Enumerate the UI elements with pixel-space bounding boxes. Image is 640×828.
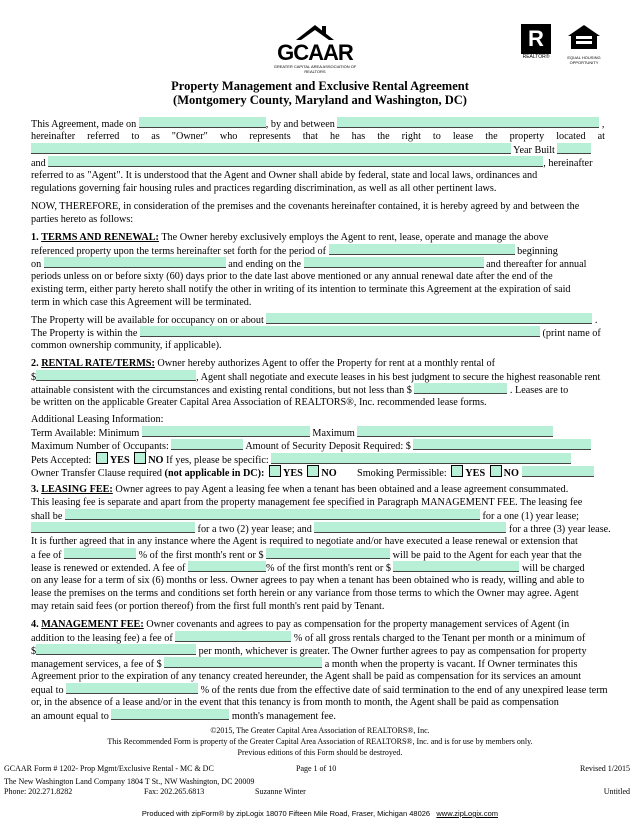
- s4-line-4: management services, a fee of $ a month when the property is vacant. If Owner terminates this: [31, 659, 578, 670]
- s1-line-6: term in which case this Agreement will be terminated.: [31, 297, 252, 308]
- s4-line-5: Agreement prior to the expiration of any tenancy created hereunder, the Agent shall be paid as compensation for its services an amount: [31, 671, 582, 682]
- occupancy-line-1: The Property will be available for occupancy on or about .: [31, 315, 598, 326]
- vacancy-fee-field[interactable]: [164, 657, 322, 668]
- additional-info-heading: Additional Leasing Information:: [31, 414, 164, 425]
- realtor-caption: REALTOR®: [522, 54, 550, 60]
- two-year-fee-field[interactable]: [31, 522, 195, 533]
- owner-name-field[interactable]: [337, 117, 599, 128]
- start-date-field[interactable]: [44, 257, 226, 268]
- intro-line-1: This Agreement, made on , by and between ,: [31, 119, 605, 130]
- s3-line-9: lease the premises on the terms and conditions set forth herein or any variance from those terms to which the Owner may agree. Agent: [31, 588, 579, 599]
- s4-heading: MANAGEMENT FEE:: [41, 619, 144, 630]
- notice-line-1: This Recommended Form is property of the Greater Capital Area Association of REALTORS®, Inc. and is for use by members only.: [107, 737, 533, 746]
- termination-percent-field[interactable]: [66, 683, 198, 694]
- document-subtitle: (Montgomery County, Maryland and Washington, DC): [173, 93, 467, 107]
- s2-line-4: be written on the applicable Greater Capital Area Association of REALTORS®, Inc. recommended lease forms.: [31, 397, 487, 408]
- logo-text: GCAAR: [277, 40, 353, 65]
- occupancy-line-3: common ownership community, if applicable).: [31, 340, 222, 351]
- form-id: GCAAR Form # 1202- Prop Mgmt/Exclusive Rental - MC & DC: [4, 764, 214, 773]
- smoking-no-checkbox[interactable]: [490, 465, 502, 477]
- company-address: The New Washington Land Company 1804 T St., NW Washington, DC 20009: [4, 777, 255, 786]
- property-address-field[interactable]: [31, 143, 511, 154]
- renewal-percent-field[interactable]: [64, 548, 136, 559]
- occupants-deposit-line: Maximum Number of Occupants: Amount of Security Deposit Required: $: [31, 439, 605, 453]
- s2-line-2: $ , Agent shall negotiate and execute leases in his best judgment to secure the highest reasonable rent: [31, 372, 601, 383]
- intro-line-6: regulations governing fair housing rules and practices regarding discrimination, as well as all other pertinent laws.: [31, 183, 497, 194]
- community-name-field[interactable]: [140, 326, 540, 337]
- equal-housing-logo: [562, 24, 606, 64]
- s3-heading: LEASING FEE:: [41, 484, 113, 495]
- s4-line-7: or, in the absence of a lease and/or in the event that this tenancy is from month to month, the Agent shall be paid as compensation: [31, 697, 559, 708]
- eho-caption-2: OPPORTUNITY: [569, 60, 599, 65]
- one-year-fee-field[interactable]: [65, 509, 480, 520]
- page-number: Page 1 of 10: [296, 764, 337, 773]
- s2-heading: RENTAL RATE/TERMS:: [41, 358, 155, 369]
- document-title: Property Management and Exclusive Rental Agreement: [171, 79, 469, 93]
- pets-line: Pets Accepted: YES NO If yes, please be specific:: [31, 452, 605, 467]
- smoking-yes-checkbox[interactable]: [451, 465, 463, 477]
- transfer-yes-checkbox[interactable]: [269, 465, 281, 477]
- s3-line-4: for a two (2) year lease; and for a three (3) year lease.: [31, 522, 605, 536]
- occupancy-line-2: The Property is within the (print name of: [31, 328, 601, 339]
- smoking-notes-field[interactable]: [522, 466, 594, 477]
- s1-line-1: 1. TERMS AND RENEWAL: The Owner hereby exclusively employs the Agent to rent, lease, operate and manage the above: [31, 232, 549, 243]
- transfer-no-checkbox[interactable]: [307, 465, 319, 477]
- pets-yes-checkbox[interactable]: [96, 452, 108, 464]
- occupancy-date-field[interactable]: [266, 313, 592, 324]
- now-therefore-line-2: parties hereto as follows:: [31, 214, 134, 225]
- s3-line-5: It is further agreed that in any instance where the Agent is required to negotiate and/or have executed a lease renewal or extension that: [31, 536, 578, 547]
- s1-line-2: referenced property upon the terms hereinafter set forth for the period of beginning: [31, 246, 558, 257]
- fax-number: Fax: 202.265.6813: [144, 787, 205, 796]
- copyright-line: ©2015, The Greater Capital Area Association of REALTORS®, Inc.: [210, 726, 430, 735]
- notice-line-2: Previous editions of this Form should be destroyed.: [237, 748, 403, 757]
- revised-date: Revised 1/2015: [580, 764, 630, 773]
- year-built-field[interactable]: [557, 143, 591, 154]
- term-maximum-field[interactable]: [357, 426, 553, 437]
- intro-line-2: hereinafter referred to as "Owner" who represents that he has the right to lease the property located at: [31, 131, 605, 142]
- realtor-logo: [518, 24, 554, 62]
- s3-line-6: a fee of % of the first month's rent or $ will be paid to the Agent for each year that the: [31, 550, 582, 561]
- s1-line-5: existing term, either party hereto shall notify the other in writing of its intention to terminate this Agreement at the expiration of said: [31, 284, 571, 295]
- minimum-monthly-fee-field[interactable]: [36, 644, 196, 655]
- eho-caption-1: EQUAL HOUSING: [567, 55, 601, 60]
- now-therefore-line-1: NOW, THEREFORE, in consideration of the premises and the covenants hereinafter contained, it is hereby agreed by and between the: [31, 201, 580, 212]
- phone-number: Phone: 202.271.8282: [4, 787, 73, 796]
- intro-line-3: Year Built: [31, 143, 605, 157]
- document-name: Untitled: [603, 787, 630, 796]
- s3-line-7: lease is renewed or extended. A fee of % of the first month's rent or $ will be charged: [31, 563, 585, 574]
- s3-line-10: may retain said fees (or portion thereof) from the first full month's rent paid by Tenant.: [31, 601, 385, 612]
- term-available-line: Term Available: Minimum Maximum: [31, 426, 605, 440]
- short-term-amount-field[interactable]: [393, 561, 519, 572]
- gcaar-logo: [270, 22, 360, 72]
- intro-line-4: and , hereinafter: [31, 158, 593, 169]
- equal-housing-icon: [567, 24, 601, 50]
- s1-heading: TERMS AND RENEWAL:: [41, 232, 159, 243]
- term-minimum-field[interactable]: [142, 426, 310, 437]
- s4-line-1: 4. MANAGEMENT FEE: Owner covenants and agrees to pay as compensation for the property management services of Agent (in: [31, 619, 570, 630]
- pets-specifics-field[interactable]: [271, 453, 571, 464]
- renewal-amount-field[interactable]: [266, 548, 390, 559]
- min-rent-field[interactable]: [414, 383, 507, 394]
- s4-line-8: an amount equal to month's management fee.: [31, 711, 336, 722]
- monthly-rent-field[interactable]: [36, 370, 196, 381]
- house-roof-icon: [292, 22, 338, 42]
- s4-line-3: $ per month, whichever is greater. The Owner further agrees to pay as compensation for property: [31, 646, 587, 657]
- produced-by-line: Produced with zipForm® by zipLogix 18070 Fifteen Mile Road, Fraser, Michigan 48026 www.zipLogix.com: [141, 809, 499, 818]
- s1-line-4: periods unless on or before sixty (60) days prior to the date last above mentioned or any annual renewal date after the end of the: [31, 271, 553, 282]
- max-occupants-field[interactable]: [171, 439, 243, 450]
- s4-line-2: addition to the leasing fee) a fee of % of all gross rentals charged to the Tenant per month or a minimum of: [31, 633, 586, 644]
- s4-line-6: equal to % of the rents due from the effective date of said termination to the end of any unexpired lease term: [31, 685, 608, 696]
- end-date-field[interactable]: [304, 257, 484, 268]
- s3-line-2: This leasing fee is separate and apart from the property management fee specified in Paragraph MANAGEMENT FEE. The leasing fee: [31, 497, 583, 508]
- pets-no-checkbox[interactable]: [134, 452, 146, 464]
- s2-line-3: attainable consistent with the circumstances and existing rental conditions, but not less than $ . Leases are to: [31, 385, 569, 396]
- s3-line-3: shall be for a one (1) year lease;: [31, 511, 579, 522]
- three-year-fee-field[interactable]: [314, 522, 506, 533]
- compensation-months-field[interactable]: [111, 709, 229, 720]
- ziplogix-link[interactable]: www.zipLogix.com: [436, 809, 499, 818]
- s1-line-3: on and ending on the and thereafter for annual: [31, 259, 587, 270]
- logo-tagline: GREATER CAPITAL AREA ASSOCIATION OF REALTORS: [273, 64, 357, 74]
- s3-line-8: on any lease for a term of six (6) months or less. Owner agrees to pay when a tenant has been obtained who is ready, willing and able to: [31, 575, 585, 586]
- term-period-field[interactable]: [329, 244, 515, 255]
- management-percent-field[interactable]: [175, 631, 291, 642]
- security-deposit-field[interactable]: [413, 439, 591, 450]
- agreement-date-field[interactable]: [139, 117, 266, 128]
- short-term-percent-field[interactable]: [188, 561, 266, 572]
- transfer-smoking-line: Owner Transfer Clause required (not applicable in DC): YES NO Smoking Permissible: YES NO: [31, 465, 605, 480]
- agent-name-field[interactable]: [48, 156, 543, 167]
- s3-line-1: 3. LEASING FEE: Owner agrees to pay Agent a leasing fee when a tenant has been obtained and a lease agreement consummated.: [31, 484, 569, 495]
- agent-name: Suzanne Winter: [255, 787, 306, 796]
- s2-line-1: 2. RENTAL RATE/TERMS: Owner hereby authorizes Agent to offer the Property for rent at a monthly rental of: [31, 358, 496, 369]
- realtor-r-icon: R: [521, 24, 551, 54]
- intro-line-5: referred to as "Agent". It is understood that the Agent and Owner shall abide by federal, state and local laws, ordinances and: [31, 170, 538, 181]
